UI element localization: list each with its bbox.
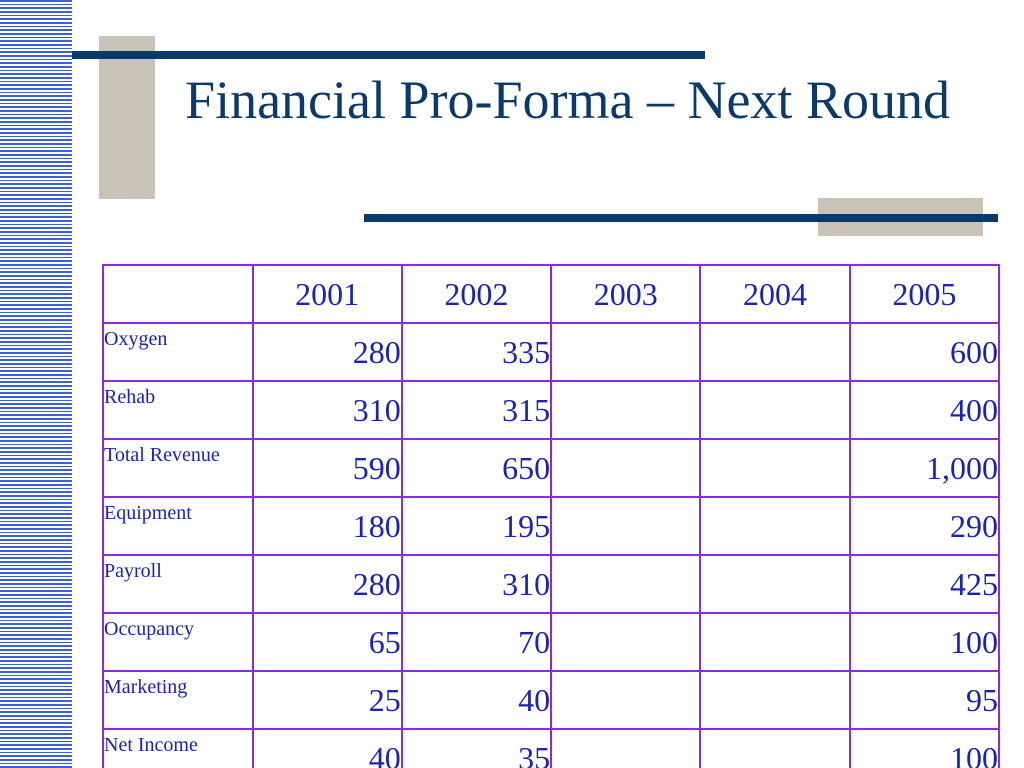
- row-label: Payroll: [103, 555, 253, 613]
- table-cell: 95: [850, 671, 999, 729]
- table-cell: 100: [850, 729, 999, 768]
- table-cell: 280: [253, 555, 402, 613]
- header-cell-2004: 2004: [700, 265, 849, 323]
- table-cell: [551, 497, 700, 555]
- table-cell: 280: [253, 323, 402, 381]
- header-cell-empty: [103, 265, 253, 323]
- table-cell: [551, 323, 700, 381]
- table-row: [103, 613, 999, 671]
- title-rule-top: [72, 51, 705, 59]
- table-cell: 590: [253, 439, 402, 497]
- table-cell: [700, 323, 849, 381]
- table-cell: 40: [253, 729, 402, 768]
- decorative-stripe-strip: [0, 0, 72, 768]
- table-cell: 180: [253, 497, 402, 555]
- decorative-gray-block-left: [99, 36, 155, 199]
- table-row: [103, 729, 999, 768]
- table-row: [103, 439, 999, 497]
- row-label: Total Revenue: [103, 439, 253, 497]
- table-cell: 315: [402, 381, 551, 439]
- table-cell: 100: [850, 613, 999, 671]
- table-cell: [551, 729, 700, 768]
- header-cell-2005: 2005: [850, 265, 999, 323]
- table-cell: 25: [253, 671, 402, 729]
- table-cell: [551, 671, 700, 729]
- table-cell: [700, 555, 849, 613]
- table-cell: 600: [850, 323, 999, 381]
- table-row: [103, 671, 999, 729]
- table-row: [103, 323, 999, 381]
- title-rule-bottom: [364, 214, 998, 222]
- header-cell-2001: 2001: [253, 265, 402, 323]
- table-row: [103, 555, 999, 613]
- table-cell: 425: [850, 555, 999, 613]
- table-cell: [700, 729, 849, 768]
- table-row: [103, 497, 999, 555]
- table-cell: 65: [253, 613, 402, 671]
- table-cell: [551, 439, 700, 497]
- table-cell: 195: [402, 497, 551, 555]
- table-header-row: [103, 265, 999, 323]
- row-label: Occupancy: [103, 613, 253, 671]
- table-cell: 335: [402, 323, 551, 381]
- financial-table: [102, 264, 1000, 768]
- table-cell: [700, 439, 849, 497]
- row-label: Net Income: [103, 729, 253, 768]
- row-label: Rehab: [103, 381, 253, 439]
- header-cell-2003: 2003: [551, 265, 700, 323]
- table-cell: 310: [402, 555, 551, 613]
- table-cell: 1,000: [850, 439, 999, 497]
- header-cell-2002: 2002: [402, 265, 551, 323]
- row-label: Equipment: [103, 497, 253, 555]
- table-cell: 35: [402, 729, 551, 768]
- table-cell: 70: [402, 613, 551, 671]
- table-cell: [700, 613, 849, 671]
- table-cell: [700, 381, 849, 439]
- row-label: Oxygen: [103, 323, 253, 381]
- table-cell: [700, 671, 849, 729]
- row-label: Marketing: [103, 671, 253, 729]
- table-cell: 400: [850, 381, 999, 439]
- table-cell: 650: [402, 439, 551, 497]
- table-cell: [700, 497, 849, 555]
- table-cell: 290: [850, 497, 999, 555]
- table-cell: [551, 555, 700, 613]
- page-title: Financial Pro-Forma – Next Round: [185, 70, 950, 130]
- table-cell: 310: [253, 381, 402, 439]
- table-cell: [551, 381, 700, 439]
- table-cell: [551, 613, 700, 671]
- table-row: [103, 381, 999, 439]
- table-cell: 40: [402, 671, 551, 729]
